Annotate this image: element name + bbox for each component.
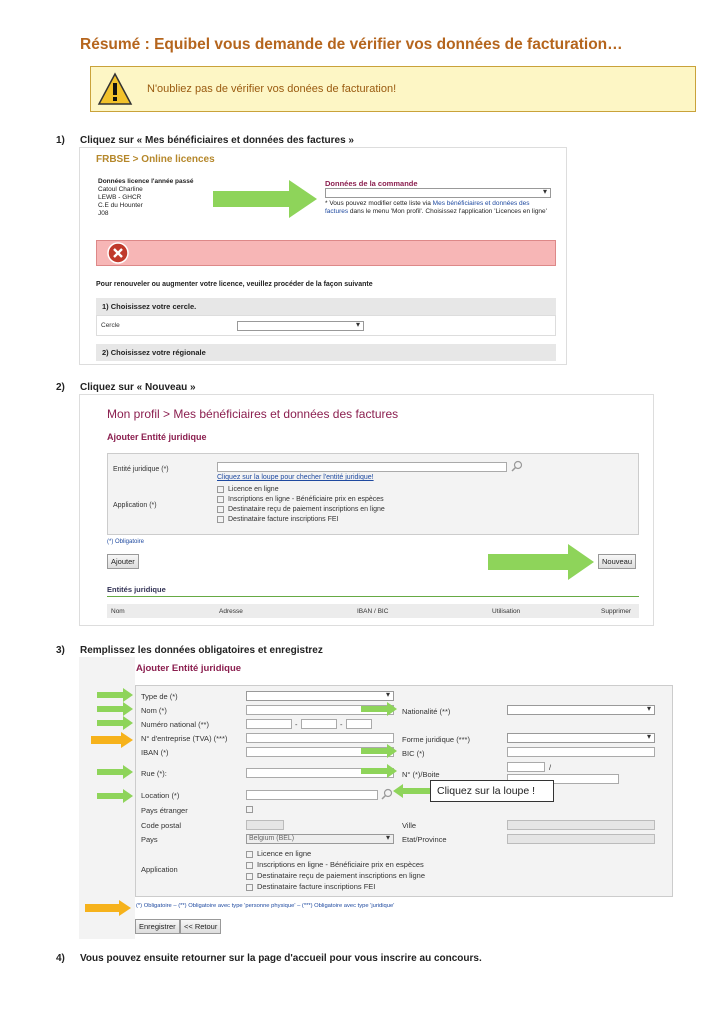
type-select[interactable] [246,691,394,701]
section-2: 2) Choisissez votre régionale [96,344,556,361]
divider [107,596,639,597]
country-select[interactable] [246,834,394,844]
house-number-input[interactable] [507,762,545,772]
green-arrow-icon [97,789,133,803]
slash: / [549,763,552,772]
back-button[interactable]: << Retour [180,919,221,934]
location-label: Location (*) [141,791,180,800]
loupe-hint-link[interactable]: Cliquez sur la loupe pour checher l'entité juridique! [217,474,374,481]
foreign-country-label: Pays étranger [141,806,188,815]
orange-arrow-icon [91,732,133,748]
legal-form-select[interactable] [507,733,655,743]
column-header: Adresse [219,608,243,615]
location-input[interactable] [246,790,378,800]
country-label: Pays [141,835,158,844]
green-arrow-icon [361,744,397,758]
entities-title: Entités juridique [107,585,166,594]
green-arrow-icon [97,702,133,716]
entity-input[interactable] [217,462,507,472]
licences-header: FRBSE > Online licences [96,154,215,165]
step-1: 1) Cliquez sur « Mes bénéficiaires et données des factures » [56,135,354,146]
green-arrow-icon [488,544,594,580]
type-label: Type de (*) [141,692,178,701]
national-number-label: Numéro national (**) [141,720,209,729]
green-arrow-icon [361,764,397,778]
app-option[interactable]: Inscriptions en ligne - Bénéficiaire prix en espèces [217,495,385,505]
cercle-label: Cercle [101,322,120,329]
warning-banner [90,66,696,112]
green-arrow-icon [213,180,317,218]
step-3: 3) Remplissez les données obligatoires et enregistrez [56,645,323,656]
app-option[interactable]: Destinataire reçu de paiement inscriptions en ligne [217,505,385,515]
postal-code-label: Code postal [141,821,182,830]
renew-text: Pour renouveler ou augmenter votre licence, veuillez procéder de la façon suivante [96,281,373,288]
add-button[interactable]: Ajouter [107,554,139,569]
profile-header: Mon profil > Mes bénéficiaires et données des factures [107,407,399,421]
street-label: Rue (*): [141,769,167,778]
city-label: Ville [402,821,417,830]
company-number-label: N° d'entreprise (TVA) (***) [141,734,228,743]
error-banner [96,240,556,266]
step-4: 4) Vous pouvez ensuite retourner sur la page d'accueil pour vous inscrire au concours. [56,953,482,964]
application-options [217,485,385,525]
order-select[interactable] [325,188,551,198]
loupe-callout: Cliquez sur la loupe ! [430,780,554,802]
house-number-label: N° (*)/Boite [402,770,440,779]
screenshot-licences [79,147,567,365]
error-icon [107,242,129,264]
app-option[interactable]: Licence en ligne [217,485,385,495]
green-arrow-icon [393,784,433,798]
cercle-select[interactable] [237,321,364,331]
entities-table-header [107,604,639,618]
last-year-lines: Catoul Charline LEWB - GHCR C.E du Hounter J08 [98,186,143,217]
application-label: Application (*) [113,502,157,509]
search-icon[interactable] [381,788,393,800]
country-value: Belgium (BEL) [249,835,295,842]
app-option[interactable]: Destinataire reçu de paiement inscriptions en ligne [246,870,425,881]
save-button[interactable]: Enregistrer [135,919,180,934]
page-title: Résumé : Equibel vous demande de vérifier vos données de facturation… [80,36,623,53]
footnote: (*) Obligatoire – (**) Obligatoire avec type 'personne physique' – (***) Obligatoire avec type 'juridique' [136,903,395,909]
beneficiaries-link[interactable]: Mes bénéficiaires et données des factures [325,200,530,215]
order-title: Données de la commande [325,179,418,188]
state-label: Etat/Province [402,835,447,844]
green-arrow-icon [97,765,133,779]
name-label: Nom (*) [141,706,167,715]
nationality-label: Nationalité (**) [402,707,451,716]
cercle-row [96,315,556,336]
screenshot-profile [79,394,654,626]
bic-input[interactable] [507,747,655,757]
mandatory-note: (*) Obligatoire [107,539,145,545]
search-icon[interactable] [511,460,523,472]
iban-label: IBAN (*) [141,748,169,757]
national-number-2[interactable] [301,719,337,729]
state-input[interactable] [507,834,655,844]
green-arrow-icon [97,716,133,730]
postal-code-input[interactable] [246,820,284,830]
company-number-input[interactable] [246,733,394,743]
app-option[interactable]: Inscriptions en ligne - Bénéficiaire prix en espèces [246,859,425,870]
column-header: Utilisation [492,608,521,615]
step-2: 2) Cliquez sur « Nouveau » [56,382,196,393]
order-note: * Vous pouvez modifier cette liste via Mes bénéficiaires et données des factures dans le menu 'Mon profil'. Choisissez l'application 'Licences en ligne' [325,200,547,215]
green-arrow-icon [361,702,397,716]
application-options [246,848,425,892]
column-header: Supprimer [601,608,631,615]
national-number-3[interactable] [346,719,372,729]
column-header: IBAN / BIC [357,608,389,615]
entity-form-panel: Type de (*) ▾ Nom (*) Nationalité (**) ▾ Numéro national (**) - - N° d'entreprise (TVA) (***) Forme juridique (***) ▾ IBAN (*) BIC (*) Rue (*): N° (*)/Boite / Location (*) Pays étranger Code postal Ville Pays Belgium (BEL) ▾ Etat/Province Application Licence en ligne Inscriptions en ligne - Bénéficiaire prix en espèces Destinataire reçu de paiement inscriptions en ligne Destinataire facture inscriptions FEI [135,685,673,897]
last-year-title: Données licence l'année passé [98,178,194,185]
add-entity-title: Ajouter Entité juridique [107,432,207,442]
city-input[interactable] [507,820,655,830]
column-header: Nom [111,608,125,615]
bic-label: BIC (*) [402,749,425,758]
app-option[interactable]: Destinataire facture inscriptions FEI [246,881,425,892]
nationality-select[interactable] [507,705,655,715]
app-option[interactable]: Licence en ligne [246,848,425,859]
green-arrow-icon [97,688,133,702]
application-label: Application [141,865,178,874]
foreign-country-checkbox[interactable] [246,806,253,813]
warning-icon [97,72,133,106]
entity-label: Entité juridique (*) [113,466,169,473]
form-title: Ajouter Entité juridique [136,663,242,674]
orange-arrow-icon [85,900,131,916]
add-entity-form [107,453,639,535]
section-1: 1) Choisissez votre cercle. [96,298,556,315]
screenshot-entity-form [79,657,673,939]
warning-text: N'oubliez pas de vérifier vos donées de facturation! [147,83,397,95]
new-button[interactable]: Nouveau [598,554,636,569]
legal-form-label: Forme juridique (***) [402,735,470,744]
app-option[interactable]: Destinataire facture inscriptions FEI [217,515,385,525]
national-number-1[interactable] [246,719,292,729]
